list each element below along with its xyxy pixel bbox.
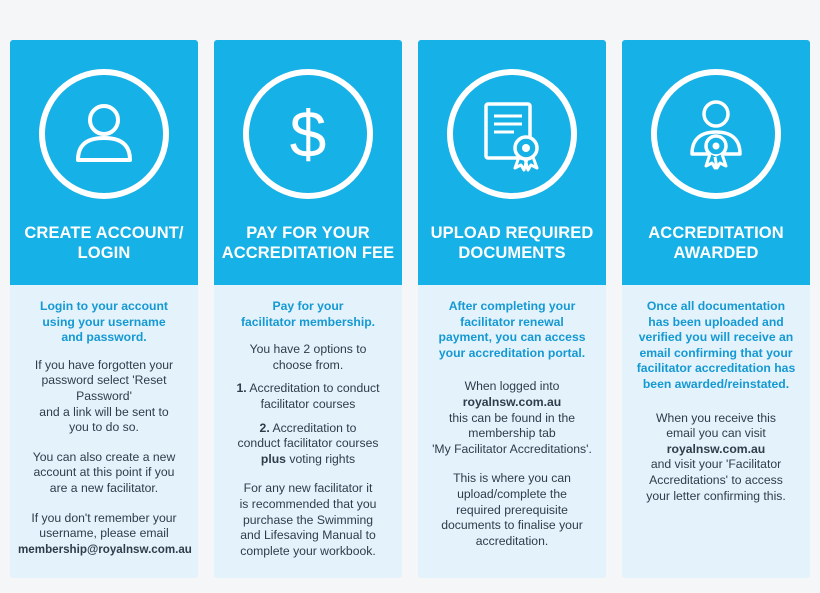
step-title: UPLOAD REQUIRED DOCUMENTS — [430, 224, 594, 262]
icon-circle — [447, 69, 577, 199]
portal-location-text: When logged into royalnsw.com.au this can be found in the membership tab 'My Facilitator Accreditations'. — [432, 379, 592, 456]
dollar-icon: $ — [289, 97, 327, 171]
option-1-text: 1. Accreditation to conduct facilitator courses — [236, 381, 380, 411]
manual-recommendation-text: For any new facilitator it is recommended that you purchase the Swimming and Lifesaving Manual to complete your workbook. — [239, 481, 377, 558]
step-body — [622, 285, 810, 578]
royalnsw-link[interactable]: royalnsw.com.au — [666, 441, 766, 456]
step-body — [418, 285, 606, 578]
upload-instructions-text: This is where you can upload/complete the required prerequisite documents to finalise your accreditation. — [441, 471, 583, 548]
step-card-create-account — [10, 40, 198, 578]
step-body — [10, 285, 198, 578]
membership-email-link[interactable]: membership@royalnsw.com.au — [18, 542, 192, 556]
username-help-text: If you don't remember your username, please email membership@royalnsw.com.au — [18, 510, 192, 556]
step-lead: Once all documentation has been uploaded and verified you will receive an email confirming that your facilitator accreditation has been awarded/reinstated. — [636, 299, 796, 391]
step-lead: After completing your facilitator renewal payment, you can access your accreditation portal. — [438, 299, 586, 360]
step-card-pay-fee — [214, 40, 402, 578]
step-card-upload-documents — [418, 40, 606, 578]
forgot-password-text: If you have forgotten your password select 'Reset Password' and a link will be sent to you to do so. — [34, 357, 174, 435]
step-card-accreditation-awarded — [622, 40, 810, 578]
step-title: PAY FOR YOUR ACCREDITATION FEE — [221, 224, 395, 262]
certificate-document-icon — [472, 94, 552, 174]
options-intro-text: You have 2 options to choose from. — [249, 342, 367, 372]
step-lead: Login to your account using your username and password. — [40, 299, 168, 345]
user-icon — [64, 94, 144, 174]
icon-circle — [651, 69, 781, 199]
icon-circle — [39, 69, 169, 199]
step-header — [622, 40, 810, 285]
step-title: ACCREDITATION AWARDED — [648, 224, 784, 262]
royalnsw-link[interactable]: royalnsw.com.au — [462, 394, 562, 409]
step-body — [214, 285, 402, 578]
step-title: CREATE ACCOUNT/ LOGIN — [24, 224, 184, 262]
option-2-text: 2. Accreditation to conduct facilitator courses plus voting rights — [237, 420, 379, 466]
user-award-icon — [676, 94, 756, 174]
step-header — [418, 40, 606, 285]
step-header — [214, 40, 402, 285]
step-lead: Pay for your facilitator membership. — [240, 299, 376, 329]
step-header — [10, 40, 198, 285]
new-account-text: You can also create a new account at this point if you are a new facilitator. — [32, 449, 176, 495]
visit-site-text: When you receive this email you can visit royalnsw.com.au and visit your 'Facilitator Accreditations' to access your letter confirming this. — [646, 410, 786, 503]
icon-circle — [243, 69, 373, 199]
